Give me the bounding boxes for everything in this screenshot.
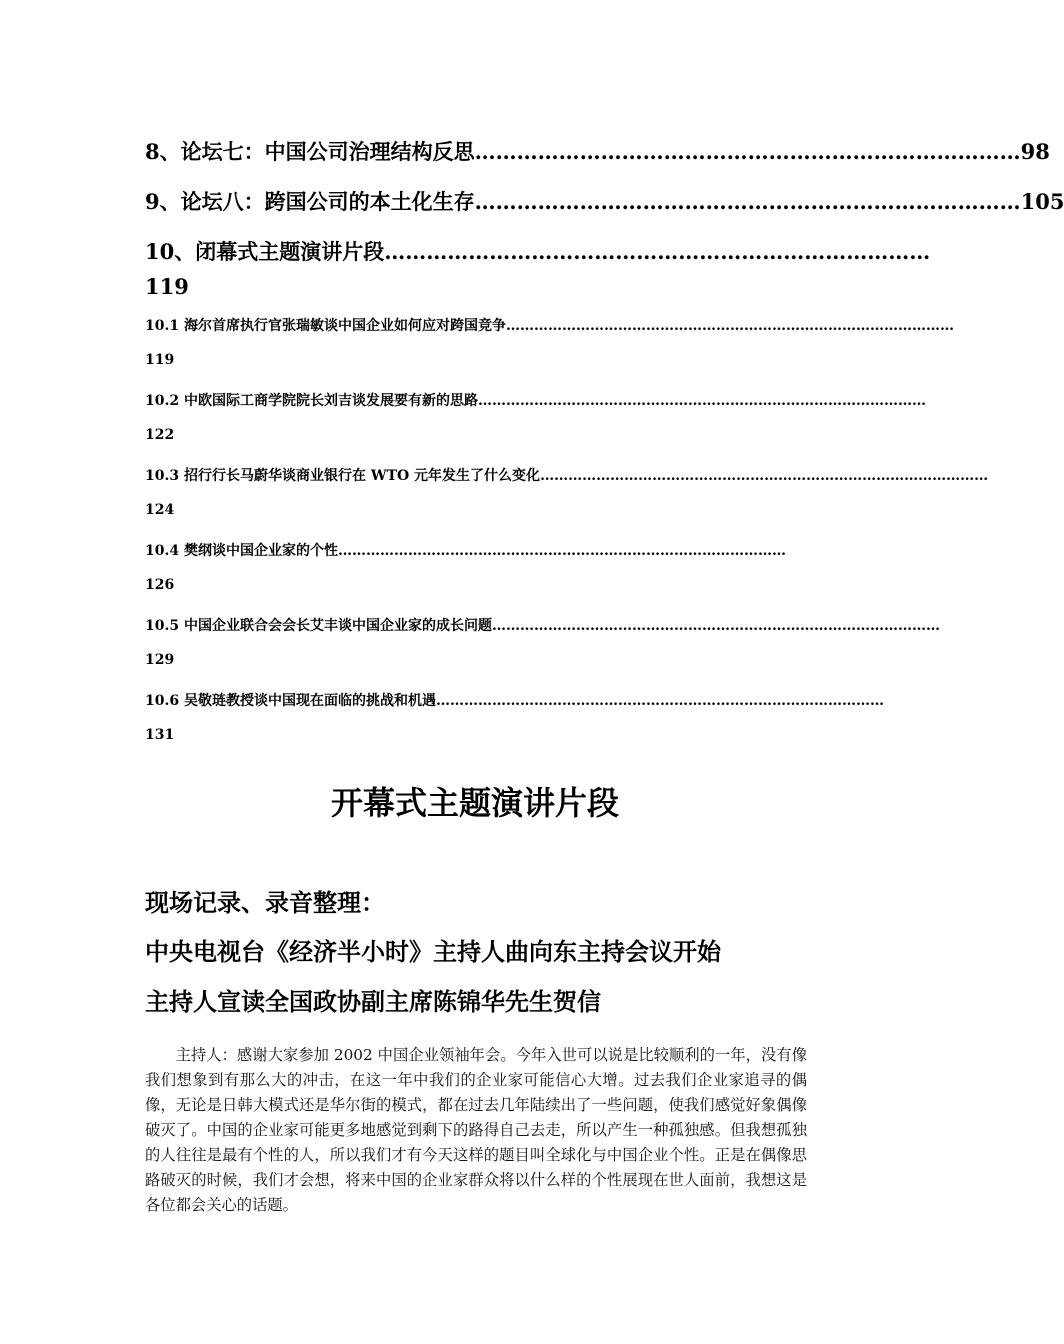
toc-entry-title: 8、论坛七：中国公司治理结构反思 bbox=[145, 139, 475, 164]
toc-subentry[interactable] bbox=[145, 465, 989, 487]
toc-subentry[interactable] bbox=[145, 390, 926, 412]
toc-entry-title: 10.3 招行行长马蔚华谈商业银行在 WTO 元年发生了什么变化 bbox=[145, 468, 541, 484]
body-paragraph: 主持人：感谢大家参加 2002 中国企业领袖年会。今年入世可以说是比较顺利的一年，没有像我们想象到有那么大的冲击，在这一年中我们的企业家可能信心大增。过去我们企业家追寻的偶像，无论是日韩大模式还是华尔街的模式，都在过去几年陆续出了一些问题，使我们感觉好象偶像破灭了。中国的企业家可能更多地感觉到剩下的路得自己去走，所以产生一种孤独感。但我想孤独的人往往是最有个性的人，所以我们才有今天这样的题目叫全球化与中国企业个性。正是在偶像思路破灭的时候，我们才会想，将来中国的企业家群众将以什么样的个性展现在世人面前，我想这是各位都会关心的话题。 bbox=[145, 1046, 807, 1214]
toc-entry-title: 10.6 吴敬琏教授谈中国现在面临的挑战和机遇 bbox=[145, 693, 436, 709]
toc-leader-dots: …………………………………………………………………………………… bbox=[505, 318, 954, 334]
section-title: 开幕式主题演讲片段 bbox=[330, 784, 619, 822]
toc-entry-page: 131 bbox=[145, 727, 175, 743]
toc-subentry[interactable] bbox=[145, 615, 940, 637]
toc-entry-page: 98 bbox=[1020, 139, 1050, 164]
toc-leader-dots: …………………………………………………………………… bbox=[474, 189, 1021, 214]
toc-entry-page: 119 bbox=[145, 352, 175, 368]
toc-leader-dots: …………………………………………………………………………………… bbox=[477, 393, 926, 409]
toc-entry[interactable] bbox=[145, 136, 1050, 166]
toc-entry-page: 119 bbox=[145, 274, 189, 299]
toc-entry-page: 126 bbox=[145, 577, 175, 593]
toc-entry-title: 9、论坛八：跨国公司的本土化生存 bbox=[145, 189, 475, 214]
subheading-recording: 现场记录、录音整理： bbox=[145, 888, 385, 917]
toc-entry-page: 124 bbox=[145, 502, 175, 518]
toc-subentry[interactable] bbox=[145, 690, 884, 712]
toc-subentry[interactable] bbox=[145, 315, 954, 337]
toc-leader-dots: …………………………………………………………………… bbox=[474, 139, 1021, 164]
toc-entry-page: 105 bbox=[1020, 189, 1064, 214]
subheading-letter-reading: 主持人宣读全国政协副主席陈锦华先生贺信 bbox=[145, 987, 601, 1016]
subheading-host-opening: 中央电视台《经济半小时》主持人曲向东主持会议开始 bbox=[145, 937, 721, 966]
toc-leader-dots: …………………………………………………………………………………… bbox=[540, 468, 989, 484]
toc-leader-dots: …………………………………………………………………………………… bbox=[491, 618, 940, 634]
toc-leader-dots: …………………………………………………………………… bbox=[384, 239, 931, 264]
toc-entry-title: 10.4 樊纲谈中国企业家的个性 bbox=[145, 543, 338, 559]
toc-entry-title: 10.1 海尔首席执行官张瑞敏谈中国企业如何应对跨国竞争 bbox=[145, 318, 506, 334]
toc-subentry[interactable] bbox=[145, 540, 805, 562]
toc-entry[interactable] bbox=[145, 186, 1064, 216]
toc-entry-title: 10、闭幕式主题演讲片段 bbox=[145, 239, 385, 264]
toc-leader-dots: …………………………………………………………………………………… bbox=[337, 543, 786, 559]
toc-entry-page: 129 bbox=[145, 652, 175, 668]
toc-entry[interactable] bbox=[145, 236, 931, 266]
toc-leader-dots: …………………………………………………………………………………… bbox=[435, 693, 884, 709]
toc-entry-title: 10.2 中欧国际工商学院院长刘吉谈发展要有新的思路 bbox=[145, 393, 478, 409]
toc-entry-title: 10.5 中国企业联合会会长艾丰谈中国企业家的成长问题 bbox=[145, 618, 492, 634]
toc-entry-page: 122 bbox=[145, 427, 175, 443]
